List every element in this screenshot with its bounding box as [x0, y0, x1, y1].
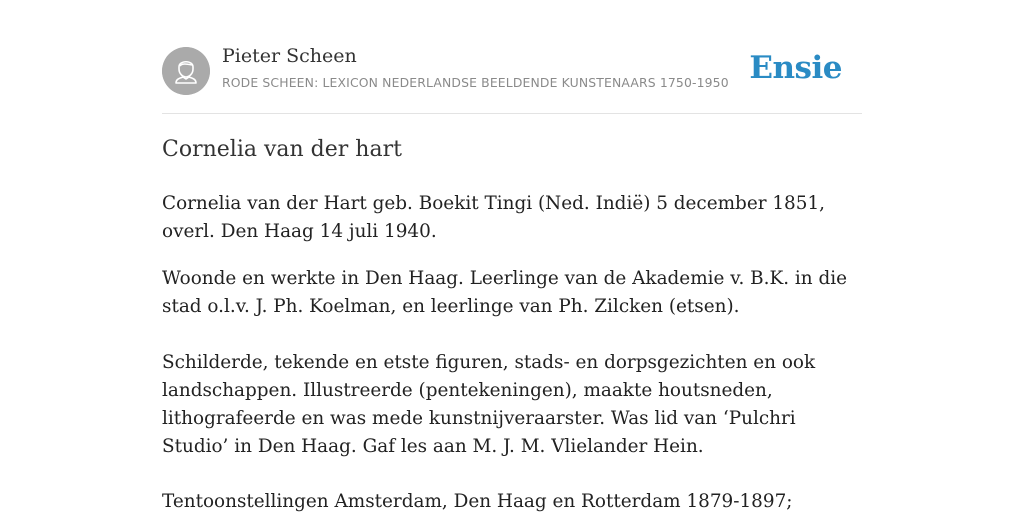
user-avatar-icon[interactable] [162, 47, 210, 95]
ensie-logo[interactable]: Ensie [749, 50, 842, 86]
article-title: Cornelia van der hart [162, 137, 402, 162]
page-container [162, 0, 862, 512]
article-paragraph: Schilderde, tekende en etste figuren, stads- en dorpsgezichten en ook landschappen. Illustreerde (pentekeningen), maakte houtsneden, lithografeerde en was mede kunstnijveraarster. Was lid van ‘Pulchri Studio’ in Den Haag. Gaf les aan M. J. M. Vlielander Hein. [162, 352, 816, 457]
article-paragraph: Tentoonstellingen Amsterdam, Den Haag en Rotterdam 1879-1897; [162, 491, 793, 512]
source-subtitle[interactable]: RODE SCHEEN: LEXICON NEDERLANDSE BEELDENDE KUNSTENAARS 1750-1950 [222, 75, 729, 90]
article-paragraph: Woonde en werkte in Den Haag. Leerlinge van de Akademie v. B.K. in die stad o.l.v. J. Ph. Koelman, en leerlinge van Ph. Zilcken (etsen). [162, 268, 848, 317]
author-name[interactable]: Pieter Scheen [222, 45, 357, 67]
article-paragraph: Cornelia van der Hart geb. Boekit Tingi (Ned. Indië) 5 december 1851, overl. Den Haag 14 juli 1940. [162, 193, 825, 242]
author-header [162, 0, 862, 114]
